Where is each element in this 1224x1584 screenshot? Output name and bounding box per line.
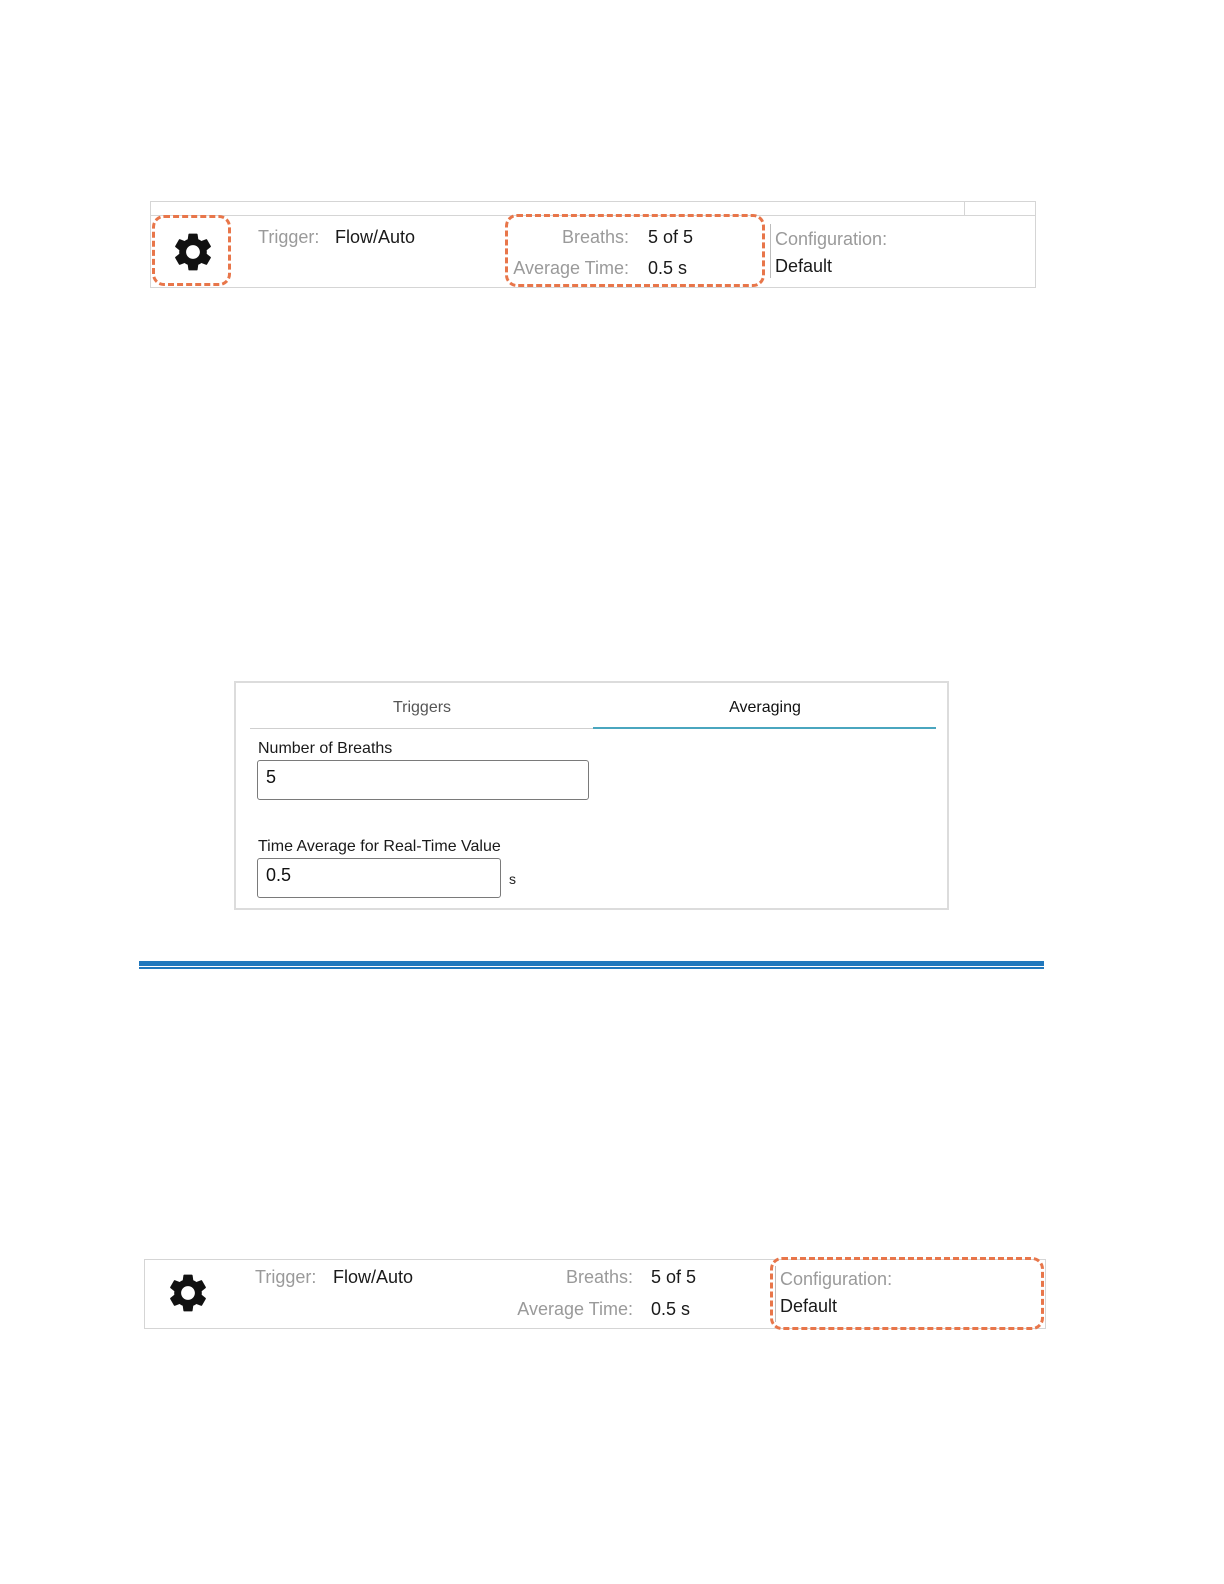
configuration-value: Default	[780, 1296, 838, 1316]
breaths-value: 5 of 5	[651, 1267, 697, 1287]
configuration-value: Default	[775, 256, 833, 276]
config-divider	[775, 1266, 776, 1322]
top-strip-divider	[151, 215, 1035, 216]
gear-icon[interactable]	[170, 229, 216, 275]
trigger-value: Flow/Auto	[333, 1267, 414, 1287]
time-average-input[interactable]: 0.5	[257, 858, 501, 898]
trigger-label: Trigger:	[255, 1267, 317, 1287]
number-of-breaths-label: Number of Breaths	[258, 740, 393, 757]
tab-averaging[interactable]: Averaging	[729, 699, 801, 716]
status-bar-bottom	[144, 1259, 1046, 1329]
configuration-label: Configuration:	[775, 229, 888, 249]
configuration-label: Configuration:	[780, 1269, 893, 1289]
active-tab-underline	[593, 727, 936, 729]
section-divider-thin	[139, 967, 1044, 969]
average-time-label: Average Time:	[513, 258, 629, 278]
breaths-label: Breaths:	[565, 1267, 633, 1287]
gear-icon[interactable]	[165, 1270, 211, 1316]
tab-triggers[interactable]: Triggers	[392, 699, 452, 716]
top-strip-tick	[964, 202, 965, 215]
section-divider	[139, 961, 1044, 966]
status-bar-top	[150, 201, 1036, 288]
breaths-label: Breaths:	[561, 227, 629, 247]
breaths-value: 5 of 5	[648, 227, 694, 247]
time-average-unit: s	[509, 871, 516, 887]
average-time-value: 0.5 s	[648, 258, 688, 278]
number-of-breaths-input[interactable]: 5	[257, 760, 589, 800]
average-time-value: 0.5 s	[651, 1299, 691, 1319]
average-time-label: Average Time:	[517, 1299, 633, 1319]
tab-divider	[250, 728, 593, 729]
trigger-value: Flow/Auto	[335, 227, 416, 247]
time-average-label: Time Average for Real-Time Value	[258, 838, 501, 855]
averaging-settings-panel	[234, 681, 949, 910]
trigger-label: Trigger:	[258, 227, 320, 247]
config-divider	[770, 224, 771, 278]
